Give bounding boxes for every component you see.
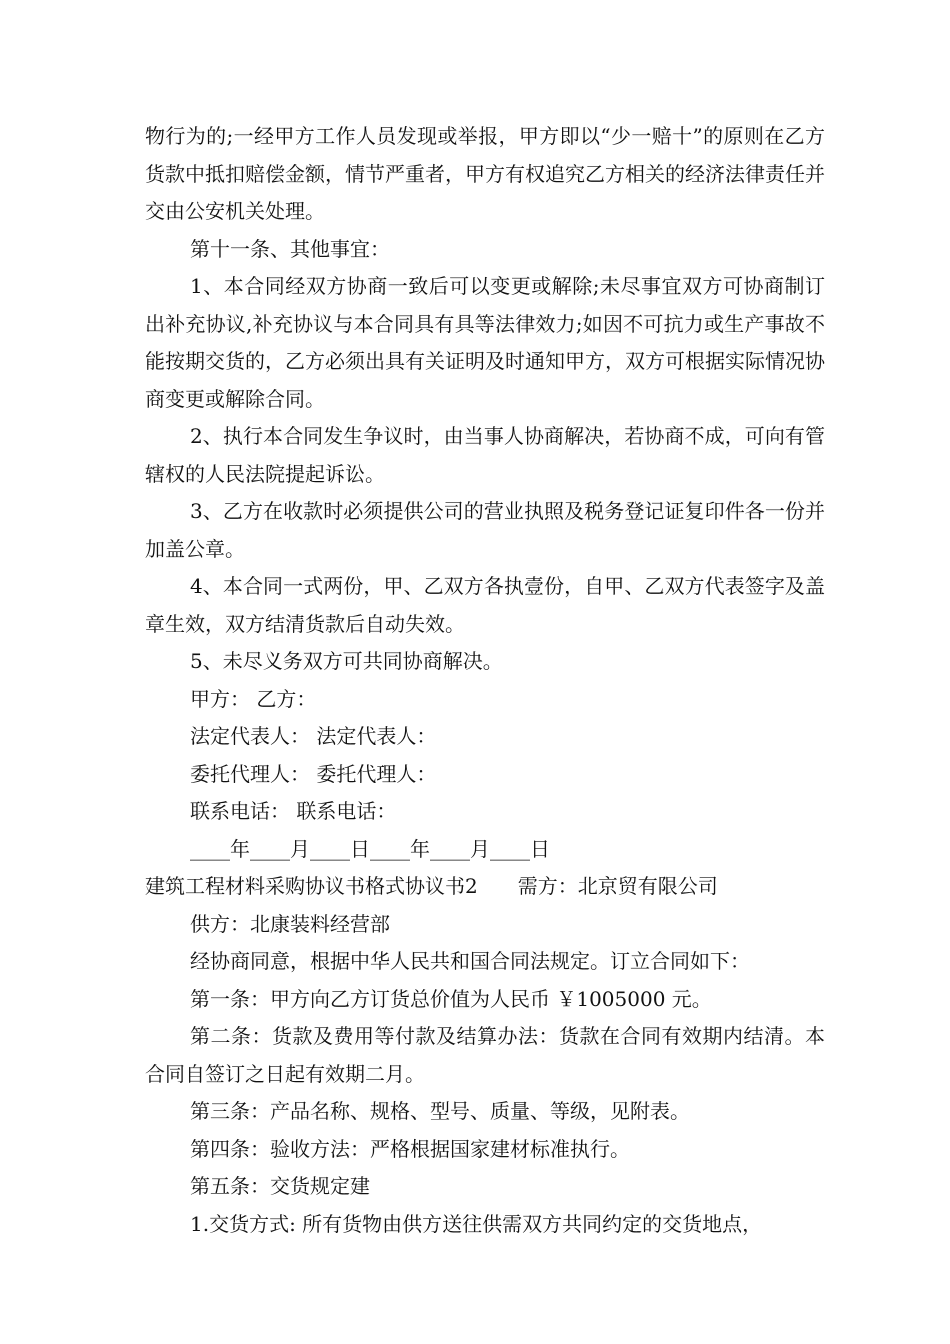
signature-date-line: ____年____月____日____年____月____日	[190, 836, 550, 861]
paragraph-item-5: 5、未尽义务双方可共同协商解决。	[190, 649, 503, 673]
signature-legal-rep-line: 法定代表人： 法定代表人：	[190, 724, 437, 748]
signature-phone-line: 联系电话： 联系电话：	[190, 799, 397, 823]
article-5: 第五条：交货规定建	[190, 1174, 370, 1198]
supplier-line: 供方：北康装料经营部	[190, 911, 390, 936]
paragraph-item-2: 2、执行本合同发生争议时，由当事人协商解决，若协商不成，可向有管辖权的人民法院提起诉讼。	[145, 424, 825, 486]
document-page	[145, 118, 825, 1243]
article-1: 第一条：甲方向乙方订货总价值为人民币 ￥1005000 元。	[190, 986, 712, 1011]
agreement-intro: 经协商同意，根据中华人民共和国合同法规定。订立合同如下：	[190, 949, 750, 973]
signature-agent-line: 委托代理人： 委托代理人：	[190, 761, 437, 786]
heading-article-11: 第十一条、其他事宜：	[190, 236, 390, 261]
section-title-contract-2: 建筑工程材料采购协议书格式协议书2 需方：北京贸有限公司	[145, 874, 718, 898]
paragraph-item-1: 1、本合同经双方协商一致后可以变更或解除;未尽事宜双方可协商制订出补充协议,补充协议与本合同具有具等法律效力;如因不可抗力或生产事故不能按期交货的，乙方必须出具有关证明及时通知甲方，双方可根据实际情况协商变更或解除合同。	[145, 274, 825, 411]
paragraph-compensation-clause: 物行为的;一经甲方工作人员发现或举报，甲方即以“少一赔十”的原则在乙方货款中抵扣赔偿金额，情节严重者，甲方有权追究乙方相关的经济法律责任并交由公安机关处理。	[145, 124, 825, 223]
article-2: 第二条：货款及费用等付款及结算办法：货款在合同有效期内结清。本合同自签订之日起有效期二月。	[145, 1024, 825, 1086]
paragraph-item-3: 3、乙方在收款时必须提供公司的营业执照及税务登记证复印件各一份并加盖公章。	[145, 499, 825, 561]
paragraph-item-4: 4、本合同一式两份，甲、乙双方各执壹份，自甲、乙双方代表签字及盖章生效，双方结清货款后自动失效。	[145, 574, 825, 636]
delivery-method-line: 1.交货方式: 所有货物由供方送往供需双方共同约定的交货地点，	[190, 1211, 763, 1236]
article-3: 第三条：产品名称、规格、型号、质量、等级，见附表。	[190, 1099, 690, 1123]
article-4: 第四条：验收方法：严格根据国家建材标准执行。	[190, 1136, 630, 1161]
signature-party-line: 甲方： 乙方：	[190, 686, 317, 711]
